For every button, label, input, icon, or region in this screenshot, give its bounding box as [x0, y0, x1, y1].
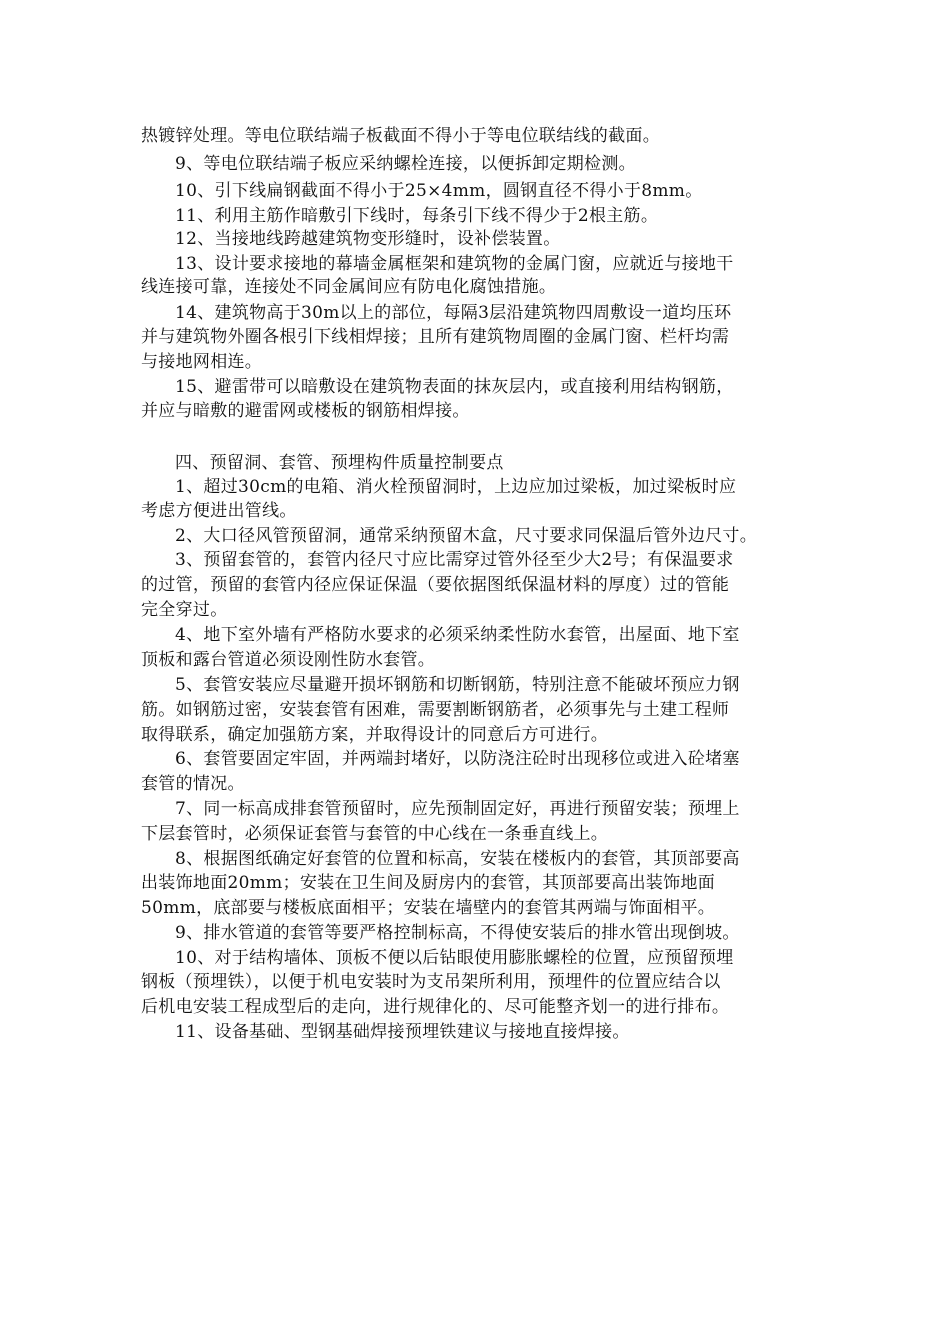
- text-line: 11、设备基础、型钢基础焊接预埋铁建议与接地直接焊接。: [175, 1022, 630, 1042]
- text-line: 6、套管要固定牢固，并两端封堵好，以防浇注砼时出现移位或进入砼堵塞: [175, 749, 740, 769]
- text-line: 的过管，预留的套管内径应保证保温（要依据图纸保温材料的厚度）过的管能: [141, 575, 730, 595]
- text-line: 完全穿过。: [141, 600, 228, 620]
- text-line: 并应与暗敷的避雷网或楼板的钢筋相焊接。: [141, 401, 470, 421]
- text-line: 2、大口径风管预留洞，通常采纳预留木盒，尺寸要求同保温后管外边尺寸。: [175, 526, 758, 546]
- text-line: 热镀锌处理。等电位联结端子板截面不得小于等电位联结线的截面。: [141, 126, 660, 146]
- text-line: 9、等电位联结端子板应采纳螺栓连接，以便拆卸定期检测。: [175, 154, 636, 174]
- text-line: 下层套管时，必须保证套管与套管的中心线在一条垂直线上。: [141, 824, 609, 844]
- text-line: 3、预留套管的，套管内径尺寸应比需穿过管外径至少大2号；有保温要求: [175, 550, 734, 570]
- text-line: 与接地网相连。: [141, 352, 263, 372]
- text-line: 套管的情况。: [141, 774, 245, 794]
- text-line: 筋。如钢筋过密，安装套管有困难，需要割断钢筋者，必须事先与土建工程师: [141, 700, 730, 720]
- text-line: 5、套管安装应尽量避开损坏钢筋和切断钢筋，特别注意不能破坏预应力钢: [175, 675, 740, 695]
- text-line: 顶板和露台管道必须设刚性防水套管。: [141, 650, 436, 670]
- text-line: 14、建筑物高于30m以上的部位，每隔3层沿建筑物四周敷设一道均压环: [175, 303, 732, 323]
- text-line: 15、避雷带可以暗敷设在建筑物表面的抹灰层内，或直接利用结构钢筋，: [175, 377, 734, 397]
- text-line: 8、根据图纸确定好套管的位置和标高，安装在楼板内的套管，其顶部要高: [175, 849, 740, 869]
- text-line: 线连接可靠，连接处不同金属间应有防电化腐蚀措施。: [141, 277, 557, 297]
- text-line: 50mm，底部要与楼板底面相平；安装在墙壁内的套管其两端与饰面相平。: [141, 898, 716, 918]
- text-line: 出装饰地面20mm；安装在卫生间及厨房内的套管，其顶部要高出装饰地面: [141, 873, 716, 893]
- text-line: 后机电安装工程成型后的走向，进行规律化的、尽可能整齐划一的进行排布。: [141, 997, 730, 1017]
- text-line: 10、引下线扁钢截面不得小于25×4mm，圆钢直径不得小于8mm。: [175, 181, 703, 201]
- text-line: 考虑方便进出管线。: [141, 501, 297, 521]
- text-line: 钢板（预埋铁），以便于机电安装时为支吊架所利用，预埋件的位置应结合以: [141, 972, 721, 992]
- text-line: 12、当接地线跨越建筑物变形缝时，设补偿装置。: [175, 229, 561, 249]
- text-line: 10、对于结构墙体、顶板不便以后钻眼使用膨胀螺栓的位置，应预留预埋: [175, 948, 734, 968]
- text-line: 取得联系，确定加强筋方案，并取得设计的同意后方可进行。: [141, 725, 609, 745]
- text-line: 13、设计要求接地的幕墙金属框架和建筑物的金属门窗，应就近与接地干: [175, 254, 734, 274]
- text-line: 1、超过30cm的电箱、消火栓预留洞时，上边应加过梁板，加过梁板时应: [175, 477, 737, 497]
- text-line: 4、地下室外墙有严格防水要求的必须采纳柔性防水套管，出屋面、地下室: [175, 625, 740, 645]
- text-line: 并与建筑物外圈各根引下线相焊接；且所有建筑物周圈的金属门窗、栏杆均需: [141, 327, 730, 347]
- text-line: 7、同一标高成排套管预留时，应先预制固定好，再进行预留安装；预埋上: [175, 799, 740, 819]
- text-line: 11、利用主筋作暗敷引下线时，每条引下线不得少于2根主筋。: [175, 206, 659, 226]
- section-heading: 四、预留洞、套管、预埋构件质量控制要点: [175, 453, 504, 473]
- text-line: 9、排水管道的套管等要严格控制标高，不得使安装后的排水管出现倒坡。: [175, 923, 740, 943]
